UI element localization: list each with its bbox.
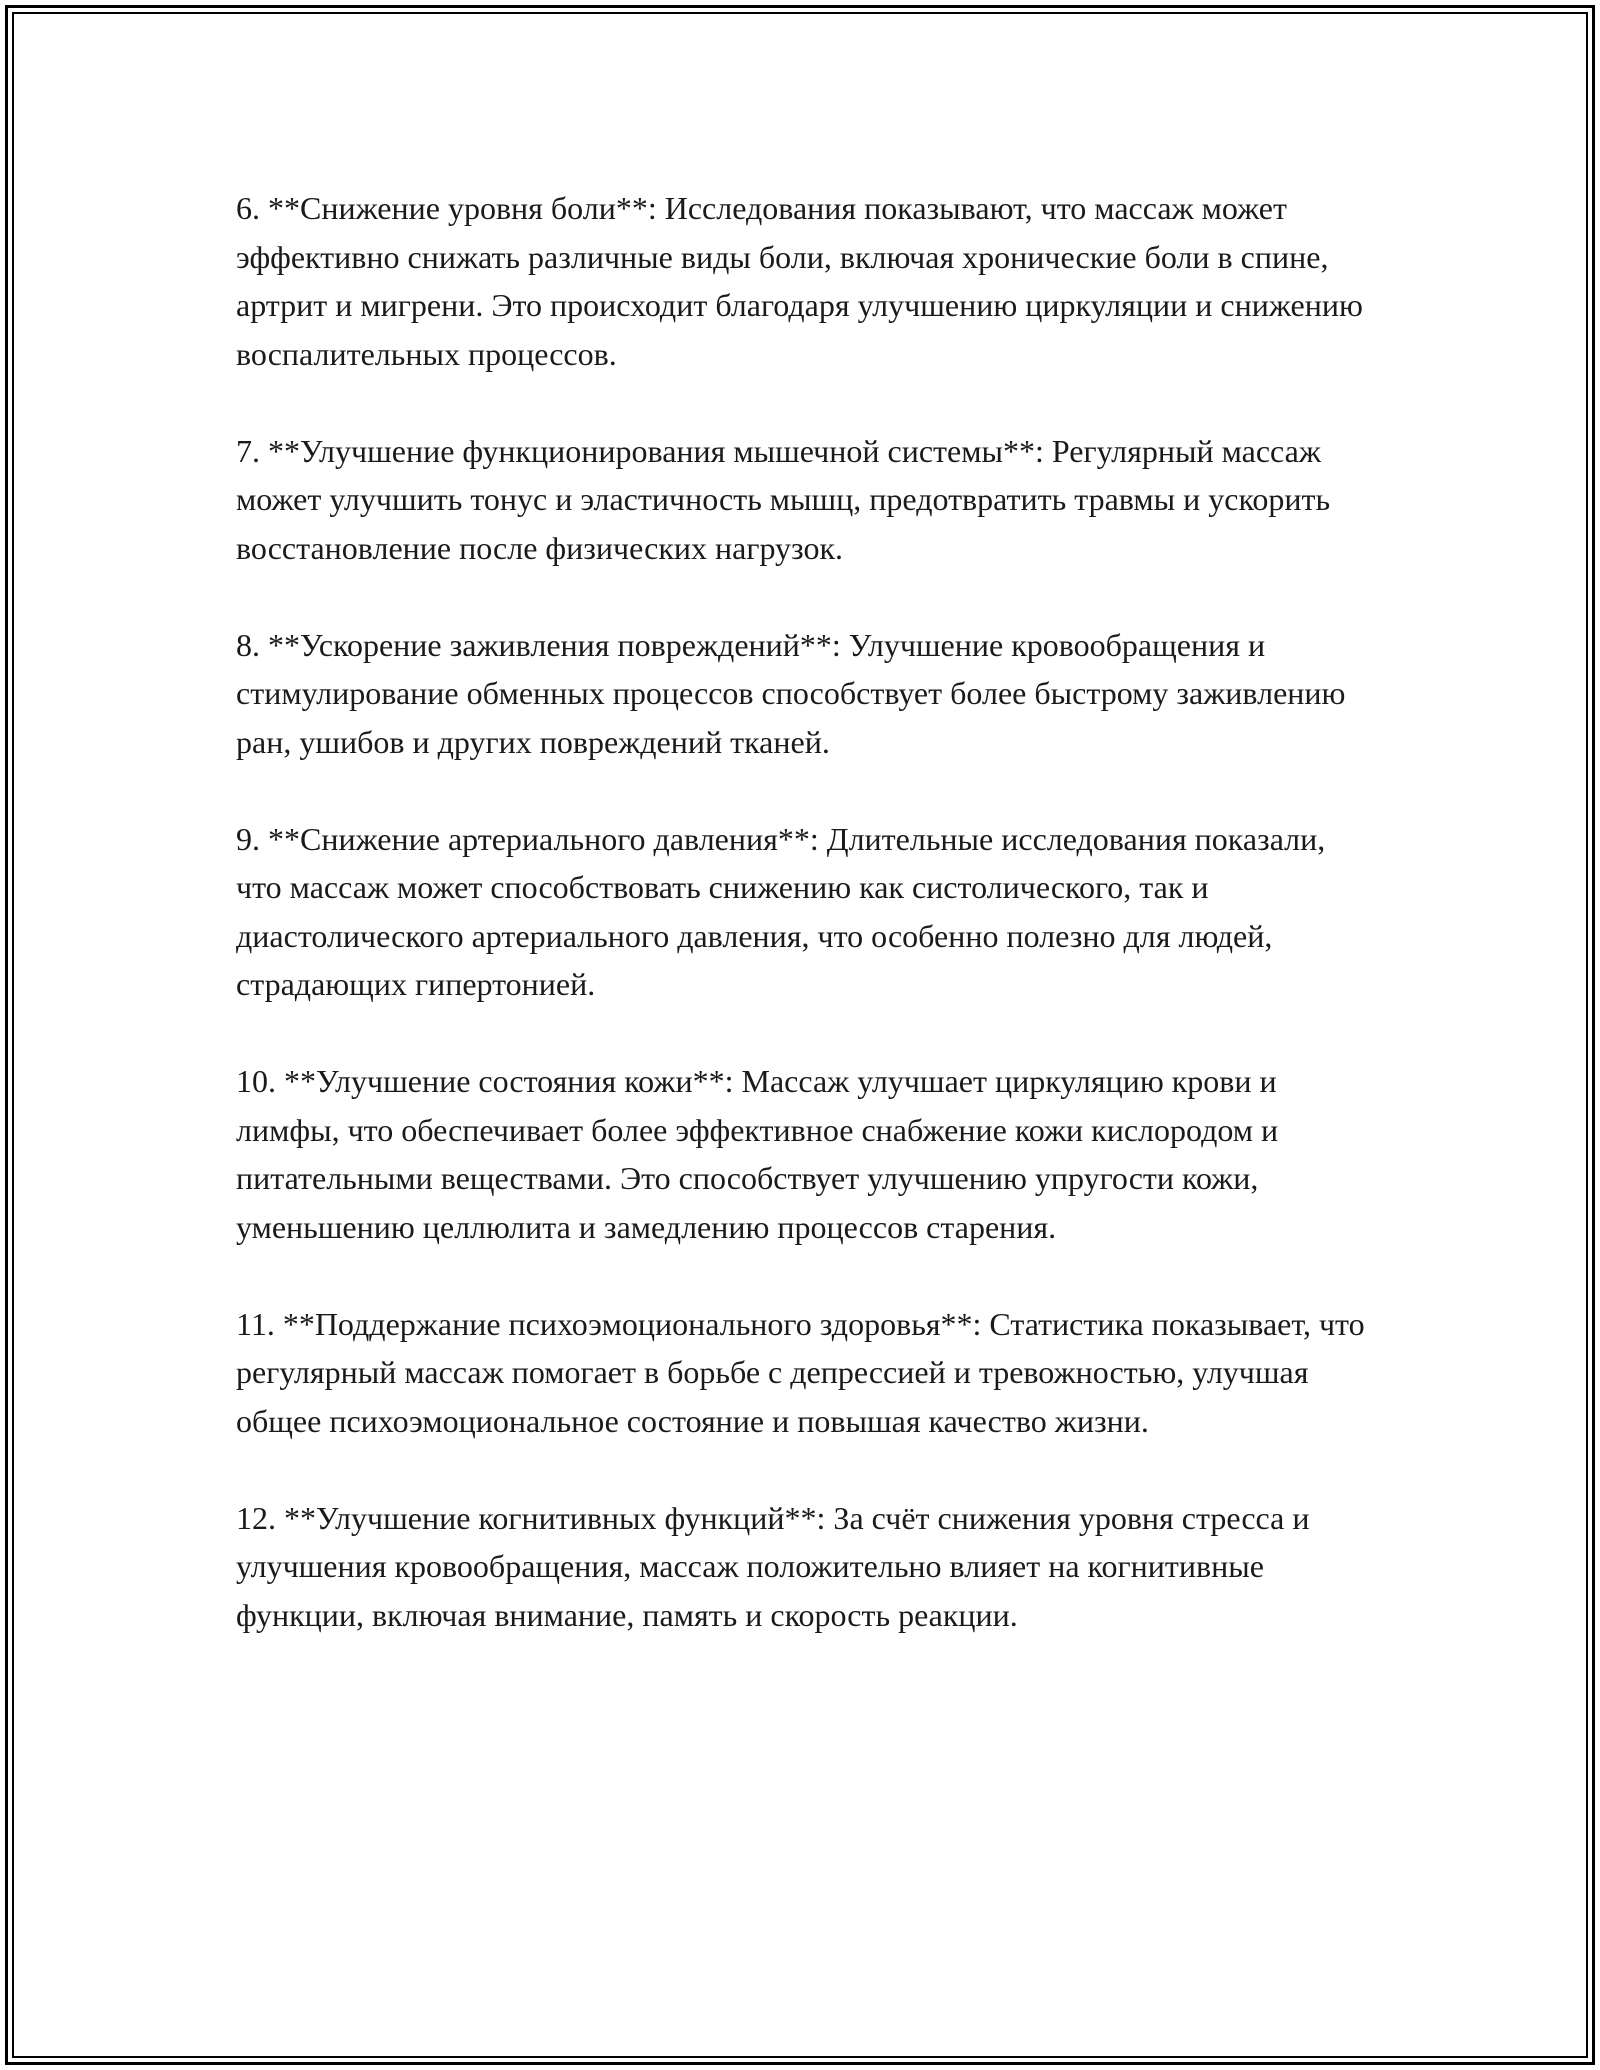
paragraph-7: 7. **Улучшение функционирования мышечной системы**: Регулярный массаж может улучшить тонус и эластичность мышц, предотвратить травмы и ускорить восстановление после физических нагрузок. — [236, 432, 1331, 566]
paragraph-9: 9. **Снижение артериального давления**: Длительные исследования показали, что массаж может способствовать снижению как систолического, так и диастолического артериального давления, что особенно полезно для людей, страдающих гипертонией. — [236, 820, 1326, 1002]
paragraph-11: 11. **Поддержание психоэмоционального здоровья**: Статистика показывает, что регулярный массаж помогает в борьбе с депрессией и тревожностью, улучшая общее психоэмоциональное состояние и повышая качество жизни. — [236, 1305, 1365, 1439]
paragraph-10: 10. **Улучшение состояния кожи**: Массаж улучшает циркуляцию крови и лимфы, что обеспечивает более эффективное снабжение кожи кислородом и питательными веществами. Это способствует улучшению упругости кожи, уменьшению целлюлита и замедлению процессов старения. — [236, 1063, 1279, 1245]
document-body — [236, 184, 1376, 1688]
paragraph-12: 12. **Улучшение когнитивных функций**: За счёт снижения уровня стресса и улучшения кровообращения, массаж положительно влияет на когнитивные функции, включая внимание, память и скорость реакции. — [236, 1499, 1310, 1633]
paragraph-6: 6. **Снижение уровня боли**: Исследования показывают, что массаж может эффективно снижать различные виды боли, включая хронические боли в спине, артрит и мигрени. Это происходит благодаря улучшению циркуляции и снижению воспалительных процессов. — [236, 190, 1363, 372]
paragraph-8: 8. **Ускорение заживления повреждений**: Улучшение кровообращения и стимулирование обменных процессов способствует более быстрому заживлению ран, ушибов и других повреждений тканей. — [236, 626, 1346, 760]
